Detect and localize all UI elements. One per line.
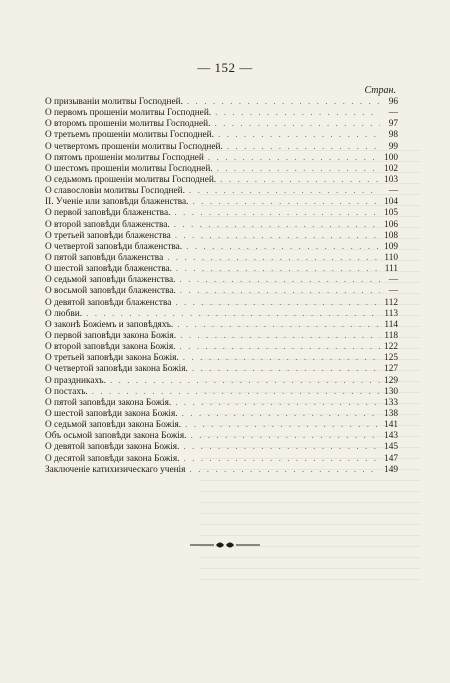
entry-page-number: 127 [384, 364, 398, 375]
entry-title: О третьей заповѣди закона Божія. [45, 353, 179, 364]
dot-leader [182, 409, 380, 420]
toc-entry [45, 175, 398, 186]
entry-title: О второй заповѣди закона Божія. [45, 342, 176, 353]
toc-entry [45, 253, 398, 264]
entry-title: О третьемъ прошеніи молитвы Господней. [45, 130, 214, 141]
dot-leader [189, 186, 380, 197]
entry-title: О славословіи молитвы Господней. [45, 186, 185, 197]
toc-entry [45, 130, 398, 141]
entry-title: О праздникахъ. [45, 375, 106, 386]
entry-page-number: 100 [384, 152, 398, 163]
entry-title: О девятой заповѣди закона Божія. [45, 442, 180, 453]
dot-leader [180, 331, 380, 342]
dot-leader [220, 175, 380, 186]
entry-title: О седьмомъ прошеніи молитвы Господней. [45, 174, 217, 185]
toc-entry [45, 409, 398, 420]
entry-page-number: 143 [384, 431, 398, 442]
dot-leader [190, 431, 380, 442]
entry-page-number: 125 [384, 353, 398, 364]
dot-leader [183, 353, 380, 364]
dot-leader [92, 387, 380, 398]
entry-page-number: 129 [384, 375, 398, 386]
page-column-header: Стран. [364, 85, 396, 96]
toc-entry [45, 142, 398, 153]
dot-leader [214, 119, 380, 130]
dot-leader [86, 309, 380, 320]
entry-title: О третьей заповѣди блаженства [45, 230, 171, 241]
entry-title: О второй заповѣди блаженства. [45, 219, 170, 230]
toc-entry [45, 231, 398, 242]
dot-leader [186, 242, 380, 253]
dot-leader [217, 164, 380, 175]
ornament-icon [190, 540, 260, 550]
toc-entry [45, 454, 398, 465]
entry-page-number: 109 [384, 241, 398, 252]
entry-title: О четвертой заповѣди блаженства. [45, 241, 183, 252]
entry-page-number: 105 [384, 208, 398, 219]
entry-page-number: 112 [384, 297, 398, 308]
entry-page-number: 103 [384, 174, 398, 185]
dot-leader [215, 108, 380, 119]
entry-page-number: 110 [384, 252, 398, 263]
dot-leader [180, 286, 380, 297]
toc-entry [45, 286, 398, 297]
toc-entry [45, 119, 398, 130]
entry-page-number: 138 [384, 408, 398, 419]
toc-entry [45, 164, 398, 175]
entry-title: О первой заповѣди блаженства. [45, 208, 171, 219]
entry-page-number: — [388, 275, 398, 286]
entry-page-number: 149 [384, 464, 398, 475]
toc-entry [45, 364, 398, 375]
dot-leader [174, 220, 380, 231]
toc-entry [45, 387, 398, 398]
entry-page-number: 141 [384, 420, 398, 431]
entry-title: Заключеніе катихизическаго ученія [45, 464, 186, 475]
dot-leader [193, 197, 381, 208]
entry-title: О первомъ прошеніи молитвы Господней. [45, 108, 212, 119]
toc-entry [45, 431, 398, 442]
toc-entry [45, 242, 398, 253]
page-number: — 152 — [197, 60, 253, 75]
entry-title: О шестомъ прошеніи молитвы Господней. [45, 163, 213, 174]
entry-title: О четвертой заповѣди закона Божія. [45, 364, 188, 375]
entry-page-number: 145 [384, 442, 398, 453]
toc-entry [45, 465, 398, 476]
entry-title: О любви. [45, 308, 83, 319]
entry-page-number: 98 [388, 130, 398, 141]
dot-leader [175, 231, 380, 242]
toc-entry [45, 108, 398, 119]
entry-title: II. Ученіе или заповѣди блаженства. [45, 197, 189, 208]
entry-page-number: 113 [384, 308, 398, 319]
entry-title: Объ осьмой заповѣди закона Божія. [45, 431, 187, 442]
dot-leader [179, 342, 380, 353]
entry-title: О десятой заповѣди закона Божія. [45, 453, 180, 464]
entry-title: О призываніи молитвы Господней. [45, 97, 183, 107]
entry-title: О постахъ. [45, 386, 88, 397]
entry-page-number: 147 [384, 453, 398, 464]
dot-leader [218, 130, 380, 141]
dot-leader [192, 364, 380, 375]
entry-page-number: 102 [384, 163, 398, 174]
entry-title: О пятой заповѣди блаженства [45, 252, 164, 263]
entry-title: О седьмой заповѣди закона Божія. [45, 420, 182, 431]
entry-page-number: 118 [384, 330, 398, 341]
entry-title: О пятой заповѣди закона Божія. [45, 397, 172, 408]
entry-title: О законѣ Божіемъ и заповѣдяхъ. [45, 319, 174, 330]
toc-entry [45, 442, 398, 453]
entry-title: О второмъ прошеніи молитвы Господней. [45, 119, 211, 130]
entry-page-number: 111 [384, 264, 398, 275]
dot-leader [110, 376, 380, 387]
ornament-divider [0, 537, 450, 555]
entry-page-number: — [388, 108, 398, 119]
toc-entry [45, 320, 398, 331]
entry-title: О пятомъ прошеніи молитвы Господней [45, 152, 204, 163]
entry-page-number: 133 [384, 397, 398, 408]
entry-title: О шестой заповѣди блаженства. [45, 264, 172, 275]
entry-title: О девятой заповѣди блаженства [45, 297, 172, 308]
entry-page-number: 106 [384, 219, 398, 230]
entry-page-number: 96 [388, 97, 398, 107]
dot-leader [175, 298, 380, 309]
dot-leader [208, 153, 380, 164]
toc-entry [45, 264, 398, 275]
toc-entry [45, 309, 398, 320]
entry-page-number: — [388, 186, 398, 197]
entry-page-number: — [388, 286, 398, 297]
dot-leader [185, 420, 380, 431]
dot-leader [176, 264, 380, 275]
entry-title: О восьмой заповѣди блаженства. [45, 286, 176, 297]
dot-leader [167, 253, 380, 264]
table-of-contents [45, 97, 398, 476]
dot-leader [189, 465, 380, 476]
toc-entry [45, 220, 398, 231]
entry-title: О первой заповѣди закона Божія. [45, 330, 177, 341]
entry-title: О шестой заповѣди закона Божія. [45, 408, 178, 419]
toc-entry [45, 376, 398, 387]
toc-entry [45, 275, 398, 286]
dot-leader [183, 454, 380, 465]
entry-page-number: 104 [384, 197, 398, 208]
toc-entry [45, 420, 398, 431]
entry-page-number: 130 [384, 386, 398, 397]
entry-page-number: 97 [388, 119, 398, 130]
toc-entry [45, 197, 398, 208]
toc-entry [45, 97, 398, 108]
toc-entry [45, 298, 398, 309]
dot-leader [175, 398, 380, 409]
entry-page-number: 114 [384, 319, 398, 330]
toc-entry [45, 353, 398, 364]
dot-leader [177, 320, 380, 331]
dot-leader [179, 275, 380, 286]
toc-entry [45, 331, 398, 342]
entry-page-number: 122 [384, 342, 398, 353]
entry-title: О четвертомъ прошеніи молитвы Господней. [45, 141, 223, 152]
entry-page-number: 108 [384, 230, 398, 241]
toc-entry [45, 342, 398, 353]
entry-title: О седьмой заповѣди блаженства. [45, 275, 176, 286]
entry-page-number: 99 [388, 141, 398, 152]
dot-leader [174, 208, 380, 219]
toc-entry [45, 153, 398, 164]
toc-entry [45, 186, 398, 197]
dot-leader [183, 442, 380, 453]
toc-entry [45, 398, 398, 409]
toc-entry [45, 208, 398, 219]
dot-leader [187, 97, 380, 108]
dot-leader [227, 142, 380, 153]
